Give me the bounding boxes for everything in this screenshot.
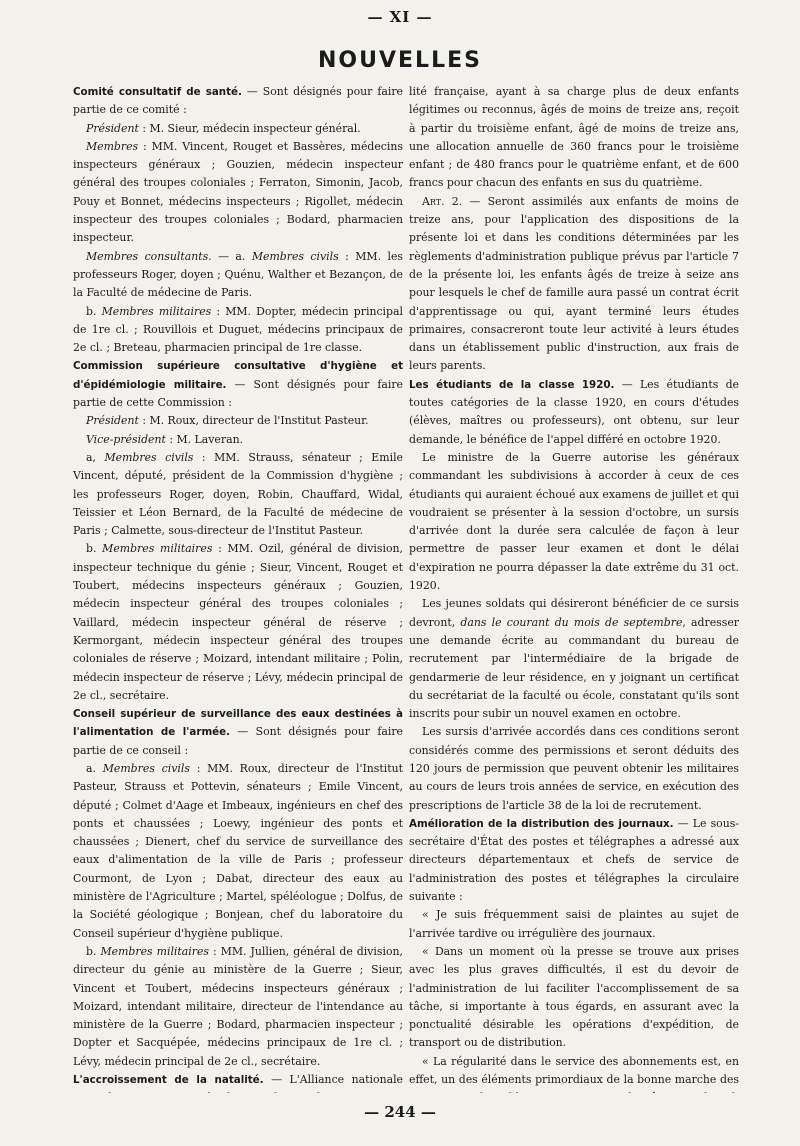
natalite-heading: L'accroissement de la natalité. — [73, 1074, 264, 1087]
comite-consultants-label: Membres consultants. — [86, 249, 212, 263]
commission-paragraph — [73, 357, 403, 412]
right-column — [409, 83, 739, 1093]
conseil-civils-text: : MM. Roux, directeur de l'Institut Pasteur, Strauss et Pottevin, sénateurs ; Emile Vincent, député ; Colmet d'Aage et Imbeaux, ingénieurs en chef des ponts et chaussées ; Loewy, ingénieur des ponts et chaussées ; Dienert, chef du service de surveillance des eaux d'alimentation de la ville de Paris ; professeur Courmont, de Lyon ; Dabat, directeur des eaux au ministère de l'Agriculture ; Martel, spéléologue ; Dolfus, de la Société géologique ; Bonjean, chef du laboratoire du Conseil supérieur d'hygiène publique. — [73, 761, 403, 940]
etudiants-p3-after: , adresser une demande écrite au commandant du bureau de recrutement par l'intermédiaire de la brigade de gendarmerie de leur résidence, en y joignant un certificat du secrétariat de la faculté ou école, constatant qu'ils sont inscrits pour subir un nouvel examen en octobre. — [409, 615, 739, 721]
article-2-text: — Seront assimilés aux enfants de moins de treize ans, pour l'application des dispositions de la présente loi et dans les conditions déterminées par les règlements d'administration publique prévus par l'article 7 de la présente loi, les enfants âgés de treize à seize ans pour lesquels le chef de famille aura passé un contrat écrit d'apprentissage ou qui, ayant terminé leurs études primaires, consacreront toute leur activité à leurs études dans un établissement public d'instruction, aux frais de leurs parents. — [409, 194, 739, 373]
conseil-civils-prefix: a. — [86, 761, 103, 775]
commission-vice-label: Vice-président — [86, 432, 166, 446]
commission-civils-label: Membres civils — [104, 450, 194, 464]
natalite-text: — L'Alliance nationale — [271, 1073, 403, 1087]
conseil-heading: Conseil supérieur de surveillance des eaux destinées à l'alimentation de l'armée. — [73, 708, 403, 739]
commission-heading: Commission supérieure consultative d'hygiène et d'épidémiologie militaire. — [73, 360, 403, 391]
article-2-label: Art. 2. — [422, 194, 463, 208]
comite-civils-label: Membres civils — [251, 249, 339, 263]
conseil-civils-label: Membres civils — [102, 761, 190, 775]
conseil-paragraph — [73, 705, 403, 760]
comite-consultants-mid: — a. — [211, 249, 252, 263]
natalite-paragraph — [73, 1071, 403, 1093]
commission-militaires-label: Membres militaires — [102, 542, 213, 556]
journaux-p3: « Dans un moment où la presse se trouve aux prises avec les plus graves difficultés, il est du devoir de l'administration de lui faciliter l'accomplissement de sa tâche, si importante à tous égards, en assurant avec la ponctualité désirable les opérations d'expédition, de transport ou de distribution. — [409, 944, 739, 1050]
journaux-p2: « Je suis fréquemment saisi de plaintes au sujet de l'arrivée tardive ou irrégulière des journaux. — [409, 908, 739, 940]
comite-membres — [73, 138, 403, 248]
page-number: — 244 — — [364, 1103, 436, 1121]
comite-president-label: Président — [86, 121, 139, 135]
commission-vice-text: : M. Laveran. — [165, 432, 244, 446]
etudiants-heading: Les étudiants de la classe 1920. — [409, 378, 615, 391]
commission-civils-prefix: a, — [86, 450, 105, 464]
comite-militaires-prefix: b. — [86, 304, 102, 318]
journaux-p4: « La régularité dans le service des abonnements est, en effet, un des éléments primordiaux de la bonne marche des — [409, 1054, 739, 1087]
conseil-militaires-prefix: b. — [86, 944, 101, 958]
etudiants-p3 — [409, 595, 739, 723]
natalite-continuation: lité française, ayant à sa charge plus de deux enfants légitimes ou reconnus, âgés de moins de treize ans, reçoit à partir du troisième enfant, âgé de moins de treize ans, une allocation annuelle de 360 francs pour le troisième enfant ; de 480 francs pour le quatrième enfant, et de 600 francs pour chacun des enfants en sus du quatrième. — [409, 85, 739, 190]
comite-consultants — [73, 248, 403, 303]
commission-civils — [73, 449, 403, 540]
conseil-militaires-label: Membres militaires — [100, 944, 209, 958]
journaux-paragraph — [409, 815, 739, 906]
conseil-civils — [73, 760, 403, 943]
commission-militaires-prefix: b. — [86, 542, 103, 556]
comite-paragraph — [73, 83, 403, 120]
etudiants-p1: — Les étudiants de toutes catégories de la classe 1920, en cours d'études (élèves, maîtres ou professeurs), ont obtenu, sur leur demande, le bénéfice de l'appel différé en octobre 1920. — [409, 377, 739, 446]
comite-militaires — [73, 303, 403, 358]
comite-intro: — Sont désignés pour faire partie de ce comité : — [73, 85, 403, 117]
commission-president — [73, 412, 403, 430]
commission-president-label: Président — [86, 414, 139, 428]
page-title: NOUVELLES — [318, 48, 482, 73]
commission-civils-text: : MM. Strauss, sénateur ; Emile Vincent, député, président de la Commission d'hygiène ; les professeurs Roger, doyen, Robin, Chauffard, Widal, Teissier et Léon Bernard, de la Faculté de médecine de Paris ; Calmette, sous-directeur de l'Institut Pasteur. — [73, 450, 403, 538]
etudiants-p3-before: Les jeunes soldats qui désireront bénéficier de ce sursis devront, — [409, 597, 739, 629]
conseil-militaires-text: : MM. Jullien, général de division, directeur du génie au ministère de la Guerre ; Sieur, Vincent et Toubert, médecins inspecteurs généraux ; Moizard, intendant militaire, directeur de l'intendance au ministère de la Guerre ; Bodard, pharmacien inspecteur ; Dopter et Sacquépée, médecins principaux de 1re cl. ; Lévy, médecin principal de 2e cl., secrétaire. — [73, 944, 403, 1068]
commission-intro: — Sont désignés pour faire partie de cette Commission : — [73, 377, 403, 410]
etudiants-p3-italic: dans le courant du mois de septembre — [460, 615, 683, 629]
etudiants-p2: Le ministre de la Guerre autorise les généraux commandant les subdivisions à accorder à ceux de ces étudiants qui auraient échoué aux examens de juillet et qui voudraient se présenter à la session d'octobre, un sursis d'arrivée dont la durée sera calculée de façon à leur permettre de passer leur examen et dont le délai d'expiration ne pourra dépasser la date extrême du 31 oct. 1920. — [409, 450, 739, 593]
etudiants-paragraph — [409, 376, 739, 449]
journaux-heading: Amélioration de la distribution des journaux. — [409, 817, 674, 830]
roman-page-marker: — XI — — [367, 8, 433, 26]
journaux-p1: — Le sous-secrétaire d'État des postes et télégraphes a adressé aux directeurs départementaux et chefs de service de l'administration des postes et télégraphes la circulaire suivante : — [409, 816, 739, 904]
commission-militaires — [73, 540, 403, 705]
comite-militaires-text: : MM. Dopter, médecin principal de 1re cl. ; Rouvillois et Duguet, médecins principaux de 2e cl. ; Breteau, pharmacien principal de 1re classe. — [73, 304, 403, 355]
conseil-intro: — Sont désignés pour faire partie de ce conseil : — [73, 725, 403, 757]
etudiants-p4: Les sursis d'arrivée accordés dans ces conditions seront considérés comme des permissions et seront déduits des 120 jours de permission que peuvent obtenir les militaires au cours de leurs trois années de service, en exécution des prescriptions de l'article 38 de la loi de recrutement. — [409, 725, 739, 812]
comite-consultants-text: : MM. les professeurs Roger, doyen ; Quénu, Walther et Bezançon, de la Faculté de médecine de Paris. — [73, 249, 403, 300]
commission-militaires-text: : MM. Ozil, général de division, inspecteur technique du génie ; Sieur, Vincent, Rouget et Toubert, médecins inspecteurs généraux ; Gouzien, médecin inspecteur général des troupes coloniales ; Vaillard, médecin inspecteur général de réserve ; Kermorgant, médecin inspecteur général des troupes coloniales de réserve ; Moizard, intendant militaire ; Polin, médecin inspecteur de réserve ; Lévy, médecin principal de 2e cl., secrétaire. — [73, 542, 403, 702]
comite-president — [73, 120, 403, 138]
commission-vice — [73, 431, 403, 449]
left-column — [73, 83, 403, 1093]
article-2 — [409, 193, 739, 376]
commission-president-text: : M. Roux, directeur de l'Institut Pasteur. — [138, 414, 369, 428]
comite-militaires-label: Membres militaires — [101, 304, 212, 318]
comite-membres-label: Membres — [86, 139, 139, 153]
comite-heading: Comité consultatif de santé. — [73, 86, 242, 98]
comite-president-text: : M. Sieur, médecin inspecteur général. — [138, 121, 361, 135]
conseil-militaires — [73, 943, 403, 1071]
comite-membres-text: : MM. Vincent, Rouget et Bassères, médecins inspecteurs généraux ; Gouzien, médecin inspecteur général des troupes coloniales ; Ferraton, Simonin, Jacob, Pouy et Bonnet, médecins inspecteurs ; Rigollet, médecin inspecteur des troupes coloniales ; Bodard, pharmacien inspecteur. — [73, 139, 403, 245]
